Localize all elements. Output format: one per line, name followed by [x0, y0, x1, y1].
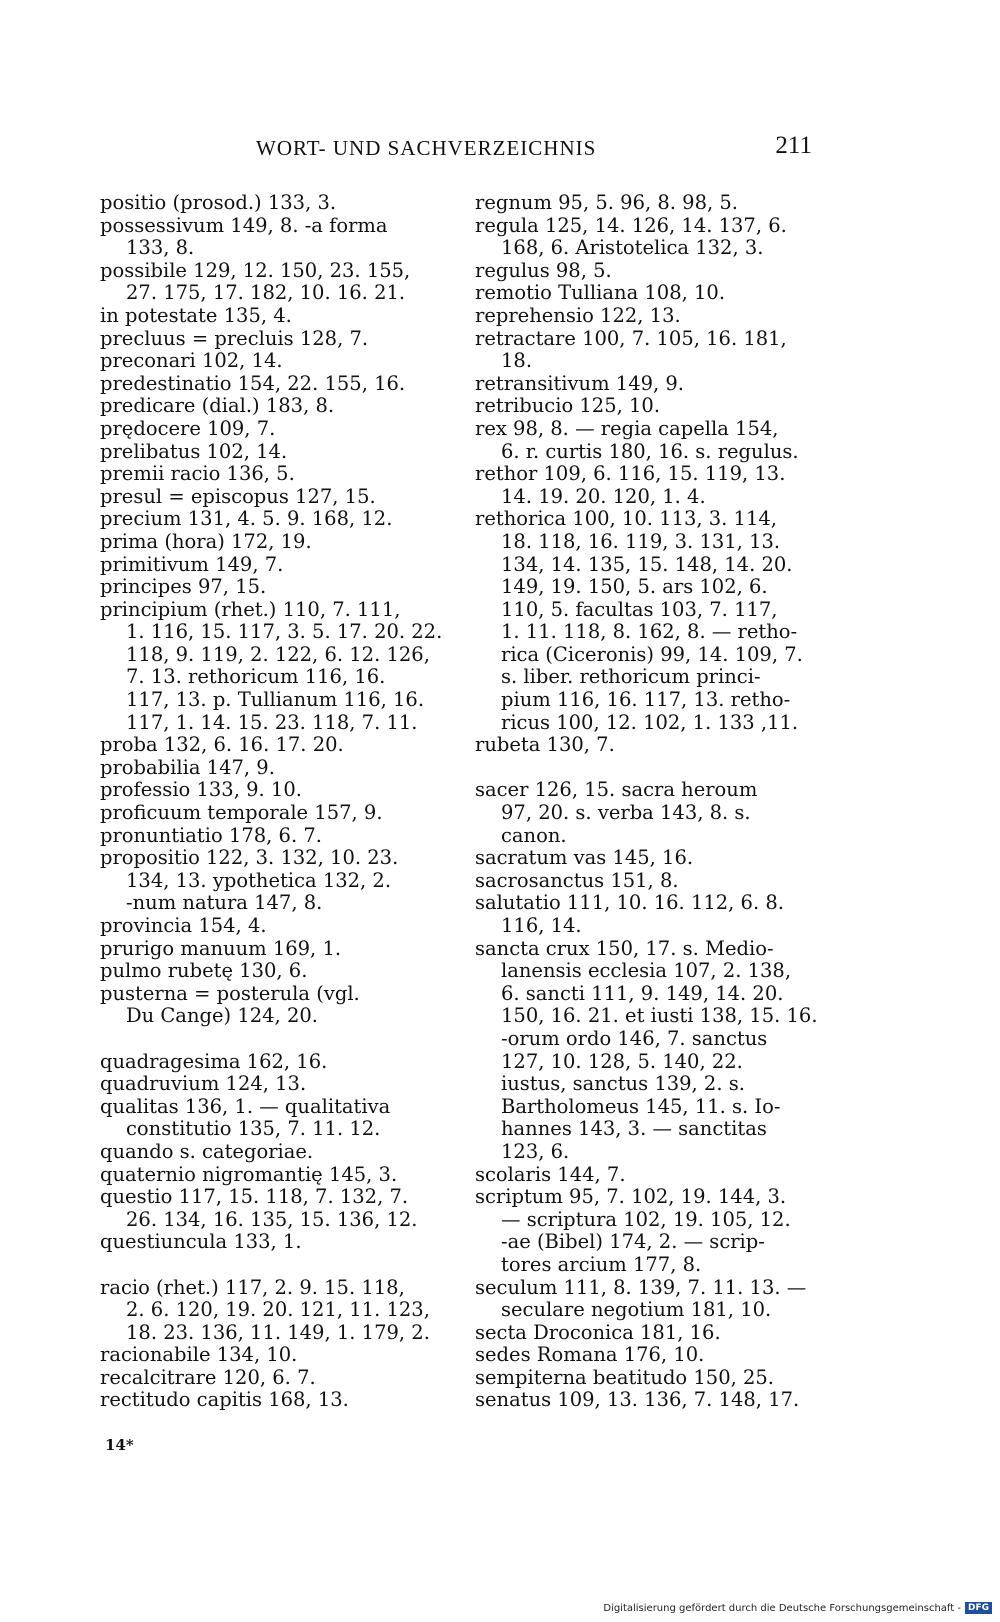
section-gap — [475, 757, 815, 780]
section-gap — [100, 1028, 440, 1051]
index-entry-line: 6. sancti 111, 9. 149, 14. 20. — [501, 981, 784, 1005]
index-entry-line: propositio 122, 3. 132, 10. 23. — [100, 846, 399, 870]
index-entry-line: 133, 8. — [126, 236, 195, 260]
index-entry-line: rex 98, 8. — regia capella 154, — [475, 416, 779, 440]
index-entry-line: principes 97, 15. — [100, 575, 267, 599]
index-entry-line: lanensis ecclesia 107, 2. 138, — [501, 959, 792, 983]
index-entry-line: probabilia 147, 9. — [100, 755, 275, 779]
index-entry-line: 18. 118, 16. 119, 3. 131, 13. — [501, 529, 781, 553]
index-entry-line: quadragesima 162, 16. — [100, 1049, 328, 1073]
index-entry-line: precluus = precluis 128, 7. — [100, 326, 369, 350]
index-entry-line: 2. 6. 120, 19. 20. 121, 11. 123, — [126, 1298, 430, 1322]
index-entry-line: proba 132, 6. 16. 17. 20. — [100, 733, 344, 757]
index-entry-line: 150, 16. 21. et iusti 138, 15. 16. — [501, 1004, 818, 1028]
index-entry-line: rubeta 130, 7. — [475, 733, 615, 757]
index-entry-line: proficuum temporale 157, 9. — [100, 801, 383, 825]
index-entry-line: 110, 5. facultas 103, 7. 117, — [501, 597, 778, 621]
index-entry-line: s. liber. rethoricum princi- — [501, 665, 761, 689]
index-entry-line: reprehensio 122, 13. — [475, 303, 681, 327]
index-entry-line: 123, 6. — [501, 1139, 570, 1163]
index-entry-line: Bartholomeus 145, 11. s. Io- — [501, 1094, 781, 1118]
index-entry-line: rectitudo capitis 168, 13. — [100, 1388, 349, 1412]
index-entry-line: 7. 13. rethoricum 116, 16. — [126, 665, 386, 689]
index-entry-line: constitutio 135, 7. 11. 12. — [126, 1117, 381, 1141]
index-entry-line: in potestate 135, 4. — [100, 303, 292, 327]
index-entry-line: 149, 19. 150, 5. ars 102, 6. — [501, 575, 768, 599]
index-entry-line: possessivum 149, 8. -a forma — [100, 213, 388, 237]
page-header — [100, 132, 812, 166]
index-entry-line: 26. 134, 16. 135, 15. 136, 12. — [126, 1207, 418, 1231]
index-entry-line: scriptum 95, 7. 102, 19. 144, 3. — [475, 1185, 787, 1209]
index-entry-line: presul = episcopus 127, 15. — [100, 484, 376, 508]
index-entry-line: iustus, sanctus 139, 2. s. — [501, 1072, 745, 1096]
index-entry-line: senatus 109, 13. 136, 7. 148, 17. — [475, 1388, 800, 1412]
index-entry-line: prędocere 109, 7. — [100, 416, 276, 440]
index-entry-line: 117, 1. 14. 15. 23. 118, 7. 11. — [126, 710, 418, 734]
index-entry-line: predicare (dial.) 183, 8. — [100, 394, 335, 418]
index-entry-line: -num natura 147, 8. — [126, 891, 323, 915]
index-entry-line: primitivum 149, 7. — [100, 552, 284, 576]
index-entry-line: rethor 109, 6. 116, 15. 119, 13. — [475, 462, 786, 486]
index-entry-line: 127, 10. 128, 5. 140, 22. — [501, 1049, 743, 1073]
index-entry-line: pusterna = posterula (vgl. — [100, 981, 360, 1005]
digitization-credit — [603, 1602, 992, 1614]
index-entry-line: secta Droconica 181, 16. — [475, 1320, 721, 1344]
index-entry-line: 118, 9. 119, 2. 122, 6. 12. 126, — [126, 642, 430, 666]
signature-mark: 14* — [105, 1436, 134, 1454]
index-entry-line: regula 125, 14. 126, 14. 137, 6. — [475, 213, 787, 237]
index-entry-line: 18. — [501, 349, 533, 373]
index-entry-line: 97, 20. s. verba 143, 8. s. — [501, 801, 751, 825]
index-entry-line: -ae (Bibel) 174, 2. — scrip- — [501, 1230, 765, 1254]
index-entry-line: quaternio nigromantię 145, 3. — [100, 1162, 398, 1186]
index-entry-line: hannes 143, 3. — sanctitas — [501, 1117, 767, 1141]
index-entry-line: quadruvium 124, 13. — [100, 1072, 307, 1096]
index-entry-line: seculare negotium 181, 10. — [501, 1298, 772, 1322]
index-entry-line: qualitas 136, 1. — qualitativa — [100, 1094, 391, 1118]
credit-text: Digitalisierung gefördert durch die Deutsche Forschungsgemeinschaft - — [603, 1602, 961, 1614]
index-entry-line: principium (rhet.) 110, 7. 111, — [100, 597, 401, 621]
index-entry-line: sancta crux 150, 17. s. Medio- — [475, 936, 774, 960]
dfg-logo-badge: DFG — [965, 1602, 992, 1614]
index-entry-line: rethorica 100, 10. 113, 3. 114, — [475, 507, 777, 531]
index-entry-line: prurigo manuum 169, 1. — [100, 936, 342, 960]
index-entry-line: ricus 100, 12. 102, 1. 133 ,11. — [501, 710, 799, 734]
index-entry-line: — scriptura 102, 19. 105, 12. — [501, 1207, 791, 1231]
index-entry-line: premii racio 136, 5. — [100, 462, 295, 486]
index-entry-line: quando s. categoriae. — [100, 1139, 314, 1163]
index-entry-line: prima (hora) 172, 19. — [100, 529, 312, 553]
page-number: 211 — [775, 132, 812, 159]
index-entry-line: positio (prosod.) 133, 3. — [100, 191, 337, 214]
index-entry-line: 168, 6. Aristotelica 132, 3. — [501, 236, 764, 260]
index-entry-line: precium 131, 4. 5. 9. 168, 12. — [100, 507, 393, 531]
index-entry-line: canon. — [501, 823, 567, 847]
index-entry-line: Du Cange) 124, 20. — [126, 1004, 318, 1028]
index-entry-line: salutatio 111, 10. 16. 112, 6. 8. — [475, 891, 784, 915]
index-entry-line: sacratum vas 145, 16. — [475, 846, 694, 870]
index-entry-line: 6. r. curtis 180, 16. s. regulus. — [501, 439, 799, 463]
index-entry-line: tores arcium 177, 8. — [501, 1252, 702, 1276]
index-entry-line: 27. 175, 17. 182, 10. 16. 21. — [126, 281, 406, 305]
index-entry-line: 116, 14. — [501, 914, 582, 937]
index-entry-line: questio 117, 15. 118, 7. 132, 7. — [100, 1185, 409, 1209]
index-entry-line: 18. 23. 136, 11. 149, 1. 179, 2. — [126, 1320, 430, 1344]
index-entry-line: retransitivum 149, 9. — [475, 371, 685, 395]
index-entry-line: preconari 102, 14. — [100, 349, 283, 373]
index-entry-line: retribucio 125, 10. — [475, 394, 661, 418]
index-entry-line: retractare 100, 7. 105, 16. 181, — [475, 326, 787, 350]
index-entry-line: predestinatio 154, 22. 155, 16. — [100, 371, 406, 395]
section-gap — [100, 1254, 440, 1277]
index-entry-line: provincia 154, 4. — [100, 914, 267, 937]
index-entry-line: racionabile 134, 10. — [100, 1343, 298, 1367]
index-entry-line: pronuntiatio 178, 6. 7. — [100, 823, 322, 847]
index-entry-line: sacrosanctus 151, 8. — [475, 868, 679, 892]
index-entry-line: racio (rhet.) 117, 2. 9. 15. 118, — [100, 1275, 405, 1299]
index-entry-line: 134, 14. 135, 15. 148, 14. 20. — [501, 552, 793, 576]
index-entry-line: regulus 98, 5. — [475, 258, 612, 282]
index-entry-line: professio 133, 9. 10. — [100, 778, 302, 802]
index-column-left — [100, 191, 443, 1412]
index-column-right — [475, 191, 818, 1412]
index-entry-line: -orum ordo 146, 7. sanctus — [501, 1026, 768, 1050]
index-entry-line: questiuncula 133, 1. — [100, 1230, 302, 1254]
index-entry-line: 14. 19. 20. 120, 1. 4. — [501, 484, 706, 508]
index-entry-line: prelibatus 102, 14. — [100, 439, 288, 463]
index-entry-line: regnum 95, 5. 96, 8. 98, 5. — [475, 191, 738, 214]
index-entry-line: rica (Ciceronis) 99, 14. 109, 7. — [501, 642, 803, 666]
page-title: WORT- UND SACHVERZEICHNIS — [256, 136, 597, 160]
index-entry-line: remotio Tulliana 108, 10. — [475, 281, 726, 305]
index-entry-line: pium 116, 16. 117, 13. retho- — [501, 688, 791, 712]
index-entry-line: seculum 111, 8. 139, 7. 11. 13. — — [475, 1275, 807, 1299]
index-entry-line: possibile 129, 12. 150, 23. 155, — [100, 258, 411, 282]
index-entry-line: 117, 13. p. Tullianum 116, 16. — [126, 688, 425, 712]
index-entry-line: 1. 116, 15. 117, 3. 5. 17. 20. 22. — [126, 620, 443, 644]
index-entry-line: recalcitrare 120, 6. 7. — [100, 1365, 316, 1389]
index-entry-line: sacer 126, 15. sacra heroum — [475, 778, 758, 802]
index-entry-line: 1. 11. 118, 8. 162, 8. — retho- — [501, 620, 798, 644]
index-entry-line: scolaris 144, 7. — [475, 1162, 626, 1186]
index-entry-line: 134, 13. ypothetica 132, 2. — [126, 868, 392, 892]
index-entry-line: sempiterna beatitudo 150, 25. — [475, 1365, 775, 1389]
index-entry-line: pulmo rubetę 130, 6. — [100, 959, 308, 983]
index-entry-line: sedes Romana 176, 10. — [475, 1343, 705, 1367]
